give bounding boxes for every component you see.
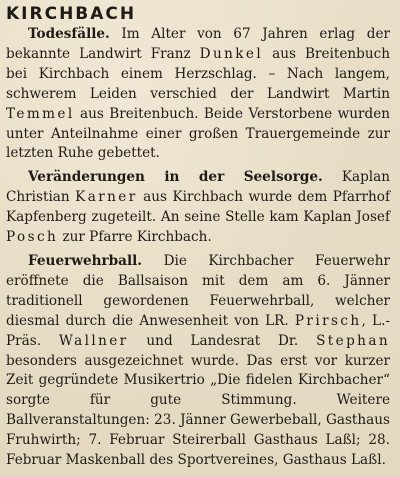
article-lead: Todesfälle.	[28, 26, 110, 42]
article-text: aus Breitenbuch bei Kirchbach einem Herzschlag. – Nach langem, schwerem Leiden verschied der Landwirt Martin	[6, 45, 390, 102]
person-name: Stephan	[316, 332, 390, 349]
article-text: Im Alter von 67 Jahren erlag der bekannte Landwirt Franz	[6, 26, 390, 62]
person-name: Karner	[75, 189, 138, 206]
article-lead: Feuerwehrball.	[28, 252, 143, 269]
article-text: Die Kirchbacher Feuerwehr eröffnete die Ballsaison mit dem am 6. Jänner traditionell gewordenen Feuerwehrball, welcher diesmal durch die Anwesenheit von LR.	[6, 252, 390, 329]
person-name: Temmel	[6, 105, 75, 122]
article-seelsorge	[6, 168, 390, 248]
article-text: aus Kirchbach wurde dem Pfarrhof Kapfenberg zugeteilt. An seine Stelle kam Kaplan Josef	[6, 189, 391, 226]
person-name: Dunkel	[199, 45, 264, 62]
article-text: aus Breitenbuch. Beide Verstorbene wurden unter Anteilnahme einer großen Trauergemeinde zur letzten Ruhe gebettet.	[6, 105, 390, 162]
person-name: Posch	[6, 229, 59, 246]
section-heading: KIRCHBACH	[6, 4, 137, 24]
person-name: Wallner	[58, 332, 129, 349]
article-feuerwehrball	[6, 252, 390, 471]
article-todesfaelle	[6, 25, 390, 164]
article-text: zur Pfarre Kirchbach.	[58, 229, 212, 246]
article-text: Kaplan Christian	[6, 169, 390, 206]
article-lead: Veränderungen in der Seelsorge.	[28, 169, 323, 186]
article-text: besonders ausgezeichnet wurde. Das erst vor kurzer Zeit gegründete Musikertrio „Die fidelen Kirchbacher“ sorgte für gute Stimmung. Weitere Ballveranstaltungen: 23. Jänner Gewerbeball, Gasthaus Fruhwirth; 7. Februar Steirerball Gasthaus Laßl; 28. Februar Maskenball des Sportvereines, Gasthaus Laßl.	[6, 352, 390, 469]
person-name: Prirsch	[294, 312, 362, 329]
article-text: und Landesrat Dr.	[128, 332, 317, 349]
article-text: , L.-Präs.	[6, 312, 390, 349]
